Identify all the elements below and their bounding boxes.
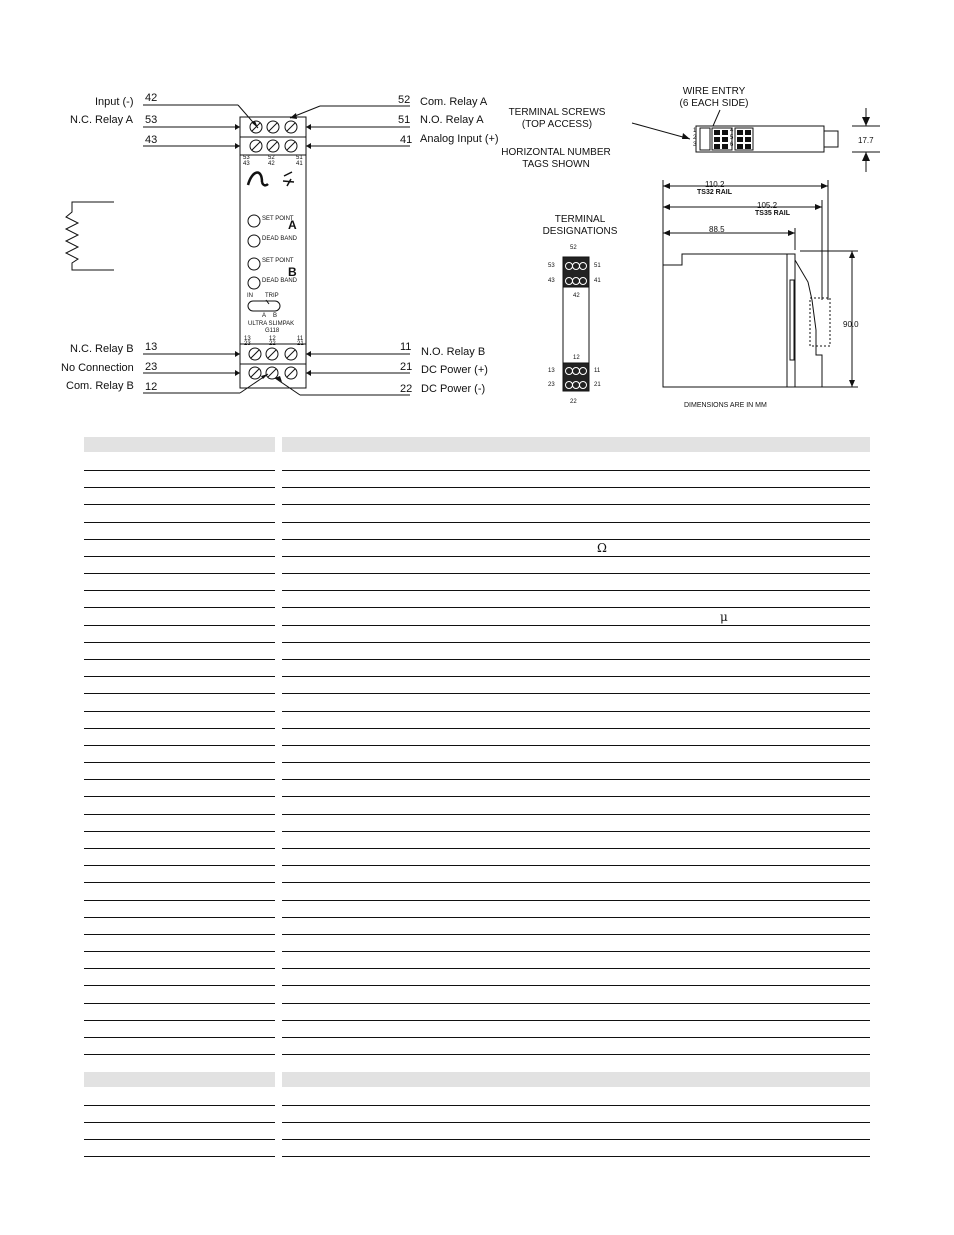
table-rule xyxy=(282,831,870,832)
table-rule xyxy=(282,504,870,505)
table-rule xyxy=(282,590,870,591)
table-rule xyxy=(84,693,275,694)
label-nc-relay-a: N.C. Relay A xyxy=(70,114,133,126)
mod-term-21: 21 xyxy=(297,341,304,347)
mod-term-13: 13 xyxy=(244,336,251,342)
term-num-11: 11 xyxy=(400,341,412,353)
table-rule xyxy=(282,745,870,746)
table-rule xyxy=(84,882,275,883)
table-rule xyxy=(282,1156,870,1157)
term-num-21: 21 xyxy=(400,361,413,373)
table-rule xyxy=(84,590,275,591)
side-tag-4: 4 xyxy=(730,128,734,134)
label-com-relay-a: Com. Relay A xyxy=(420,96,488,108)
table-rule xyxy=(282,1139,870,1140)
table-rule xyxy=(84,762,275,763)
table-rule xyxy=(84,900,275,901)
table-rule xyxy=(282,1054,870,1055)
dim-110-2: 110.2 xyxy=(705,180,725,189)
term-num-51: 51 xyxy=(398,114,411,126)
desig-13: 13 xyxy=(548,368,555,374)
label-analog-input: Analog Input (+) xyxy=(420,133,499,145)
table-rule xyxy=(84,796,275,797)
mod-term-12: 12 xyxy=(269,336,276,342)
mod-term-11: 11 xyxy=(297,336,304,342)
label-input-neg: Input (-) xyxy=(95,96,134,108)
table-rule xyxy=(282,728,870,729)
label-dc-power-pos: DC Power (+) xyxy=(421,364,488,376)
table-rule xyxy=(282,539,870,540)
omega-symbol: Ω xyxy=(597,541,607,555)
table-rule xyxy=(84,779,275,780)
table-rule xyxy=(282,607,870,608)
desig-52: 52 xyxy=(570,245,577,251)
mod-relay-b-letter: B xyxy=(288,265,297,279)
note-wire-entry: WIRE ENTRY (6 EACH SIDE) xyxy=(679,86,749,109)
table-rule xyxy=(84,625,275,626)
table-rule xyxy=(84,556,275,557)
dim-note: DIMENSIONS ARE IN MM xyxy=(684,402,767,409)
desig-41: 41 xyxy=(594,278,601,284)
label-com-relay-b: Com. Relay B xyxy=(66,380,134,392)
table-rule xyxy=(84,573,275,574)
note-terminal-screws: TERMINAL SCREWS (TOP ACCESS) xyxy=(508,107,606,130)
mod-b-label: B xyxy=(273,313,278,319)
table-rule xyxy=(84,1122,275,1123)
desig-43: 43 xyxy=(548,278,555,284)
table-rule xyxy=(282,676,870,677)
mod-model-code: G118 xyxy=(265,328,280,334)
table-rule xyxy=(84,814,275,815)
table-rule xyxy=(282,693,870,694)
mod-model-name: ULTRA SLIMPAK xyxy=(248,321,295,327)
desig-22: 22 xyxy=(570,399,577,405)
table-rule xyxy=(84,985,275,986)
table-rule xyxy=(84,865,275,866)
table-rule xyxy=(282,659,870,660)
table-rule xyxy=(84,951,275,952)
table-rule xyxy=(84,1156,275,1157)
side-tag-2: 2 xyxy=(693,135,697,141)
mod-term-22: 22 xyxy=(269,341,276,347)
table-rule xyxy=(282,1122,870,1123)
desig-21: 21 xyxy=(594,382,601,388)
table-rule xyxy=(282,487,870,488)
dim-105-2: 105.2 xyxy=(757,201,778,210)
table-rule xyxy=(84,676,275,677)
table-rule xyxy=(84,728,275,729)
table-header-left xyxy=(84,437,275,452)
table2-header-right xyxy=(282,1072,870,1087)
term-num-53: 53 xyxy=(145,114,158,126)
table-rule xyxy=(84,1054,275,1055)
dim-ts32-rail: TS32 RAIL xyxy=(697,189,733,196)
mod-set-point-b: SET POINT xyxy=(262,258,294,264)
mod-term-42: 42 xyxy=(268,161,275,167)
table-rule xyxy=(282,968,870,969)
table-rule xyxy=(282,882,870,883)
table-rule xyxy=(84,831,275,832)
table-rule xyxy=(84,504,275,505)
table-rule xyxy=(84,848,275,849)
table-rule xyxy=(282,779,870,780)
table-rule xyxy=(282,522,870,523)
mod-term-41: 41 xyxy=(296,161,303,167)
dim-88-5: 88.5 xyxy=(709,225,725,234)
table-rule xyxy=(282,796,870,797)
table-rule xyxy=(84,934,275,935)
mod-relay-a-letter: A xyxy=(288,218,297,232)
table-rule xyxy=(84,968,275,969)
desig-51: 51 xyxy=(594,263,601,269)
mod-trip-label: TRIP xyxy=(265,293,279,299)
desig-23: 23 xyxy=(548,382,555,388)
table-rule xyxy=(282,1105,870,1106)
term-num-42: 42 xyxy=(145,92,158,104)
mod-a-label: A xyxy=(262,313,267,319)
mod-term-23: 23 xyxy=(244,341,251,347)
table-rule xyxy=(84,539,275,540)
side-tag-6: 6 xyxy=(730,142,734,148)
designation-drawing xyxy=(0,0,954,440)
table-rule xyxy=(282,1037,870,1038)
table-rule xyxy=(282,573,870,574)
mod-in-label: IN xyxy=(247,293,253,299)
term-num-12: 12 xyxy=(145,381,158,393)
table-header-right xyxy=(282,437,870,452)
table-rule xyxy=(282,934,870,935)
desig-11: 11 xyxy=(594,368,601,374)
term-num-41: 41 xyxy=(400,134,413,146)
mu-symbol: μ xyxy=(720,610,728,624)
label-no-connection: No Connection xyxy=(61,362,134,374)
table-rule xyxy=(84,1020,275,1021)
label-dc-power-neg: DC Power (-) xyxy=(421,383,486,395)
table-rule xyxy=(282,1003,870,1004)
table-rule xyxy=(282,642,870,643)
label-nc-relay-b: N.C. Relay B xyxy=(70,343,134,355)
table-rule xyxy=(282,848,870,849)
dim-17-7: 17.7 xyxy=(858,136,874,145)
label-no-relay-a: N.O. Relay A xyxy=(420,114,484,126)
mod-set-point-a: SET POINT xyxy=(262,216,294,222)
mod-dead-band-a: DEAD BAND xyxy=(262,236,298,242)
desig-12: 12 xyxy=(573,355,580,361)
table-rule xyxy=(282,917,870,918)
note-horizontal-tags: HORIZONTAL NUMBER TAGS SHOWN xyxy=(501,147,611,170)
dim-ts35-rail: TS35 RAIL xyxy=(755,210,791,217)
side-tag-3: 3 xyxy=(693,142,697,148)
side-tag-1: 1 xyxy=(693,128,697,134)
table-rule xyxy=(84,711,275,712)
mod-term-43: 43 xyxy=(243,161,250,167)
table-rule xyxy=(84,522,275,523)
term-num-23: 23 xyxy=(145,361,158,373)
table-rule xyxy=(84,1003,275,1004)
mod-dead-band-b: DEAD BAND xyxy=(262,278,298,284)
table-rule xyxy=(84,659,275,660)
table-rule xyxy=(84,470,275,471)
desig-42: 42 xyxy=(573,293,580,299)
table-rule xyxy=(282,951,870,952)
term-num-43: 43 xyxy=(145,134,158,146)
table-rule xyxy=(282,865,870,866)
mod-term-53: 53 xyxy=(243,155,250,161)
table-rule xyxy=(282,1020,870,1021)
term-num-13: 13 xyxy=(145,341,158,353)
table-rule xyxy=(84,1037,275,1038)
table-rule xyxy=(282,985,870,986)
mod-term-51: 51 xyxy=(296,155,303,161)
table-rule xyxy=(84,607,275,608)
side-tag-5: 5 xyxy=(730,135,734,141)
table-rule xyxy=(282,625,870,626)
table-rule xyxy=(84,642,275,643)
table-rule xyxy=(282,556,870,557)
table-rule xyxy=(84,1139,275,1140)
table2-header-left xyxy=(84,1072,275,1087)
term-num-52: 52 xyxy=(398,94,411,106)
table-rule xyxy=(84,487,275,488)
table-rule xyxy=(84,917,275,918)
label-no-relay-b: N.O. Relay B xyxy=(421,346,486,358)
mod-term-52: 52 xyxy=(268,155,275,161)
dim-90-0: 90.0 xyxy=(843,320,859,329)
table-rule xyxy=(282,814,870,815)
note-terminal-designations: TERMINAL DESIGNATIONS xyxy=(542,214,618,237)
table-rule xyxy=(84,1105,275,1106)
table-rule xyxy=(282,711,870,712)
table-rule xyxy=(282,762,870,763)
table-rule xyxy=(282,900,870,901)
table-rule xyxy=(282,470,870,471)
term-num-22: 22 xyxy=(400,383,413,395)
table-rule xyxy=(84,745,275,746)
desig-53: 53 xyxy=(548,263,555,269)
